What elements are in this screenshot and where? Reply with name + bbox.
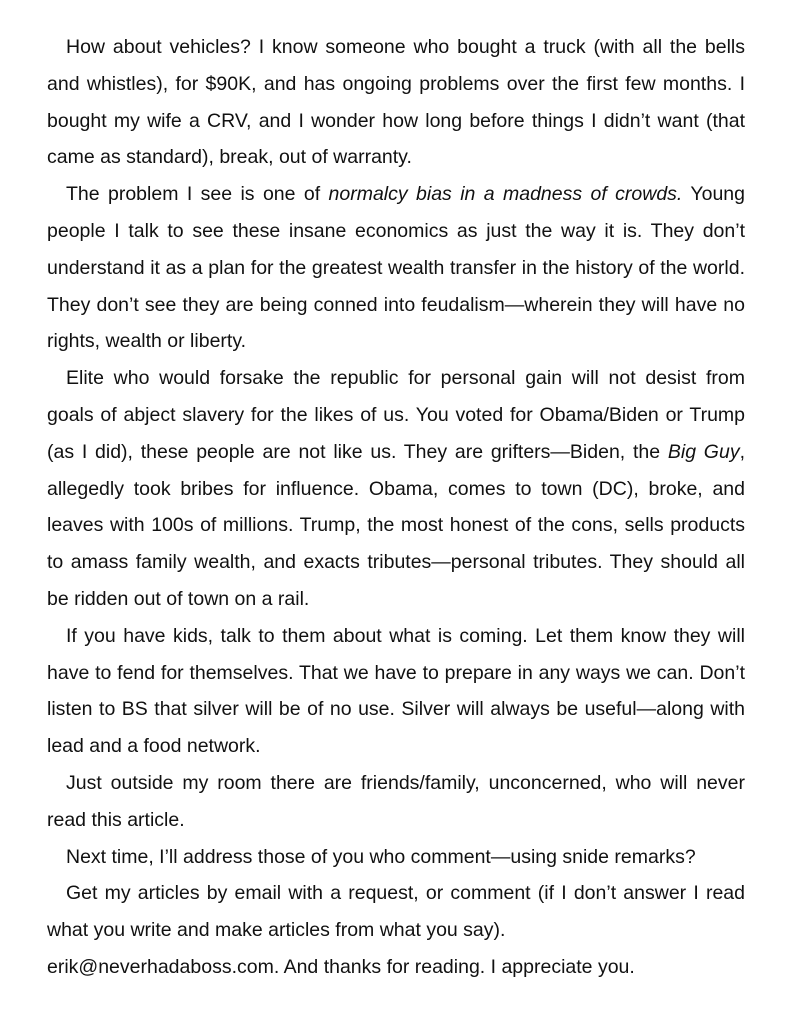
paragraph-subscribe: Get my articles by email with a request, or comment (if I don’t answer I read what you write and make articles from what you say). [47,882,745,942]
paragraph-text: The problem I see is one of [66,183,329,206]
italic-phrase: Big Guy [667,440,740,463]
paragraph-normalcy-bias [47,176,745,360]
paragraph-friends-family: Just outside my room there are friends/family, unconcerned, who will never read this article. [47,771,745,831]
italic-phrase: normalcy bias in a madness of crowds. [328,183,683,206]
paragraph-vehicles: How about vehicles? I know someone who bought a truck (with all the bells and whistles), for $90K, and has ongoing problems over the first few months. I bought my wife a CRV, and I wonder how long before things I didn’t want (that came as standard), break, out of warranty. [47,36,745,169]
paragraph-kids: If you have kids, talk to them about what is coming. Let them know they will have to fend for themselves. That we have to prepare in any ways we can. Don’t listen to BS that silver will be of no use. Silver will always be useful—along with lead and a food network. [47,624,745,758]
paragraph-text: Elite who would forsake the republic for personal gain will not desist from goals of abject slavery for the likes of us. You voted for Obama/Biden or Trump (as I did), these people are not like us. They are grifters—Biden, the [47,367,745,463]
paragraph-elite [47,360,745,618]
paragraph-next-time: Next time, I’ll address those of you who comment—using snide remarks? [66,845,696,868]
article-body [47,29,745,986]
paragraph-text: , allegedly took bribes for influence. Obama, comes to town (DC), broke, and leaves with 100s of millions. Trump, the most honest of the cons, sells products to amass family wealth, and exacts tributes—personal tributes. They should all be ridden out of town on a rail. [47,440,745,610]
paragraph-contact: erik@neverhadaboss.com. And thanks for reading. I appreciate you. [47,955,635,978]
paragraph-text: Young people I talk to see these insane economics as just the way it is. They don’t understand it as a plan for the greatest wealth transfer in the history of the world. They don’t see they are being conned into feudalism—wherein they will have no rights, wealth or liberty. [47,183,745,353]
